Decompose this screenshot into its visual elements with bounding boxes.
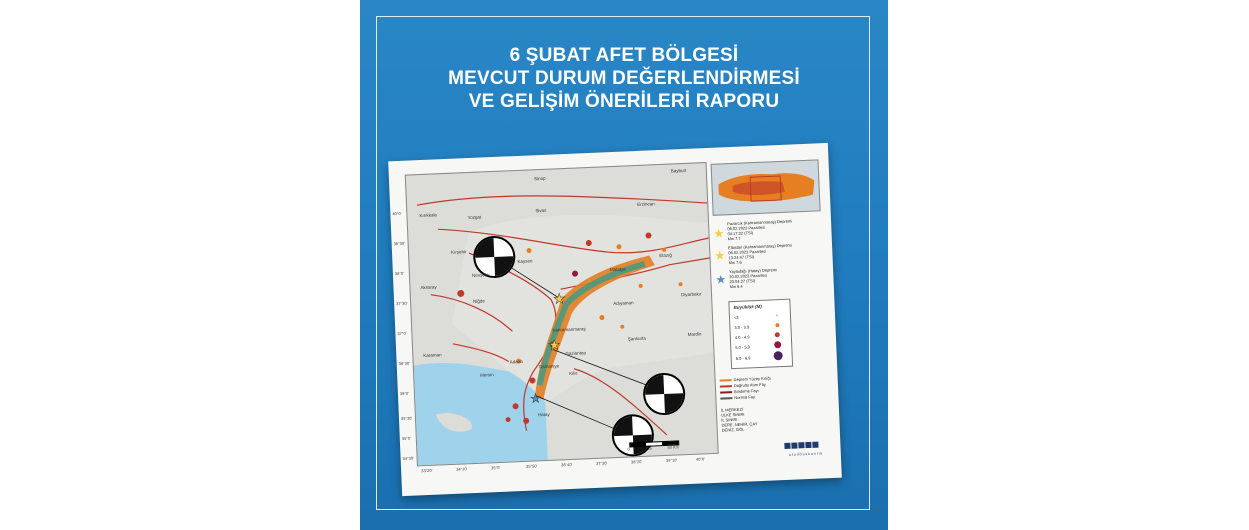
lat-tick: 37°0' xyxy=(397,330,407,337)
magnitude-row: <3 xyxy=(733,314,739,321)
magnitude-dot xyxy=(775,332,780,337)
eq3-line: 20.02.2023 Pazartesi xyxy=(729,272,768,280)
city-label: Kırşehir xyxy=(450,249,467,255)
fault-legend-item: Normal Fay xyxy=(734,394,756,401)
turkey-inset-map xyxy=(711,159,821,215)
magnitude-row: 4.0 - 4.9 xyxy=(734,334,750,340)
fault-legend-item: Bindirme Fayı xyxy=(734,388,759,395)
scale-label: 0 xyxy=(627,446,630,452)
youtube-icon xyxy=(812,442,818,448)
fault-legend-item: Doğrultu Atım Fay xyxy=(733,381,766,389)
lon-tick: 35°0' xyxy=(490,464,501,471)
city-label: Elazığ xyxy=(659,252,672,259)
city-label: Sivas xyxy=(535,207,547,214)
admin-legend-item: DERE, NEHİR, ÇAY xyxy=(721,421,758,428)
city-label: Şanlıurfa xyxy=(627,335,646,342)
city-label: Mersin xyxy=(480,372,494,378)
magnitude-dot xyxy=(775,323,779,327)
fault-legend xyxy=(720,375,781,401)
eq1-line: 04:17:32 (TSİ) xyxy=(727,230,754,237)
lon-tick: 36°40' xyxy=(560,461,573,468)
city-label: Malatya xyxy=(609,266,626,273)
magnitude-row: 6.0 - 6.9 xyxy=(735,355,751,361)
city-label: Osmaniye xyxy=(538,363,560,370)
admin-legend-item: DENİZ, GÖL xyxy=(721,426,745,433)
epicenter-star-yayladagi: ★ xyxy=(529,391,542,406)
lon-tick: 34°10' xyxy=(456,466,468,472)
map-legend xyxy=(711,159,829,463)
admin-legend-item: ULKE SINIRI xyxy=(720,411,745,418)
eq3-line: 20:04:27 (TSİ) xyxy=(729,278,756,285)
city-label: Bayburt xyxy=(670,167,687,174)
city-label: Erzincan xyxy=(637,201,655,207)
admin-legend-item: İL MERKEZİ xyxy=(720,406,744,413)
city-label: Diyarbakır xyxy=(680,291,702,298)
epicenter-star-elbistan: ★ xyxy=(552,290,566,307)
lon-tick: 37°30' xyxy=(595,460,608,466)
city-label: Kahramanmaraş xyxy=(552,326,586,333)
lon-tick: 35°50' xyxy=(525,463,538,469)
lon-tick: 38°20' xyxy=(630,458,643,465)
lat-tick: 34°30' xyxy=(402,455,414,462)
magnitude-row: 5.0 - 5.9 xyxy=(735,344,751,350)
brand-handle: afadbaskanlik xyxy=(788,451,824,457)
magnitude-dot xyxy=(776,314,778,316)
title-line-3: VE GELİŞİM ÖNERİLERİ RAPORU xyxy=(468,91,780,112)
magnitude-title: Büyüklük (M) xyxy=(733,303,762,311)
instagram-icon xyxy=(805,442,811,448)
title-line-1: 6 ŞUBAT AFET BÖLGESİ xyxy=(509,45,739,66)
eq1-line: 06.02.2023 Pazartesi xyxy=(727,224,766,232)
eq1-info xyxy=(727,218,793,241)
city-label: Adıyaman xyxy=(613,300,634,307)
city-label: Nevşehir xyxy=(471,272,490,278)
eq2-line: 13:24:47 (TSİ) xyxy=(728,254,755,261)
eq3-line: Yayladağı (Hatay) Depremi xyxy=(728,267,778,275)
lon-tick: 33°20' xyxy=(421,467,433,474)
admin-legend-item: İL SINIRI xyxy=(721,416,738,423)
facebook-icon xyxy=(791,442,797,448)
lat-tick: 35°30' xyxy=(400,415,413,422)
eq2-info xyxy=(728,243,793,266)
city-label: Hatay xyxy=(537,411,550,418)
blue-star-icon: ★ xyxy=(715,272,727,287)
magnitude-dot xyxy=(773,351,782,360)
logo-icon xyxy=(784,443,790,449)
lat-tick: 37°30' xyxy=(396,300,408,307)
eq2-line: 06.02.2023 Pazartesi xyxy=(728,248,767,256)
scale-label: 50 Km xyxy=(667,444,680,450)
magnitude-dot xyxy=(774,341,781,348)
eq1-line: Mw 7.7 xyxy=(727,235,741,242)
scale-label: 25 xyxy=(647,445,652,451)
eq2-line: Mw 7.6 xyxy=(728,259,742,266)
eq1-line: Pazarcık (Kahramanmaraş) Depremi xyxy=(726,218,793,227)
city-label: Aksaray xyxy=(420,284,437,291)
focal-mechanism-2 xyxy=(642,372,686,416)
twitter-icon xyxy=(798,442,804,448)
map-sheet xyxy=(388,143,842,496)
yellow-star-icon: ★ xyxy=(714,248,726,263)
lat-tick: 38°0' xyxy=(394,270,405,277)
lat-tick: 38°30' xyxy=(393,240,405,247)
city-label: Gaziantep xyxy=(565,350,586,357)
epicenter-star-pazarcik: ★ xyxy=(547,336,561,353)
city-label: Niğde xyxy=(473,298,485,304)
city-label: Kırıkkale xyxy=(419,212,438,219)
fault-legend-item: Deprem Yüzey Kırığı xyxy=(733,375,771,383)
city-label: Sinop xyxy=(533,175,546,182)
city-label: Adana xyxy=(509,358,523,365)
scale-bar xyxy=(627,440,680,452)
magnitude-legend xyxy=(728,299,793,370)
eq3-info xyxy=(729,267,778,289)
lon-tick: 40°0' xyxy=(695,456,706,462)
eq2-line: Elbistan (Kahramanmaraş) Depremi xyxy=(727,242,792,251)
city-label: Yozgat xyxy=(467,214,482,221)
lat-tick: 36°0' xyxy=(399,390,410,397)
title-line-2: MEVCUT DURUM DEĞERLENDİRMESİ xyxy=(448,68,800,89)
lon-tick: 39°10' xyxy=(665,457,678,463)
city-label: Kayseri xyxy=(517,258,533,265)
magnitude-row: 3.0 - 3.9 xyxy=(734,324,750,331)
lat-tick: 40°0' xyxy=(392,210,402,217)
city-label: Karaman xyxy=(423,352,442,359)
city-label: Kilis xyxy=(569,370,578,376)
admin-legend xyxy=(721,405,782,432)
eq3-line: Mw 6.4 xyxy=(729,283,743,290)
lat-tick: 36°30' xyxy=(398,360,411,367)
social-icons xyxy=(784,442,818,449)
city-label: Mardin xyxy=(687,331,702,337)
report-title xyxy=(360,44,888,113)
yellow-star-icon: ★ xyxy=(713,226,725,241)
lat-tick: 35°0' xyxy=(401,435,411,442)
